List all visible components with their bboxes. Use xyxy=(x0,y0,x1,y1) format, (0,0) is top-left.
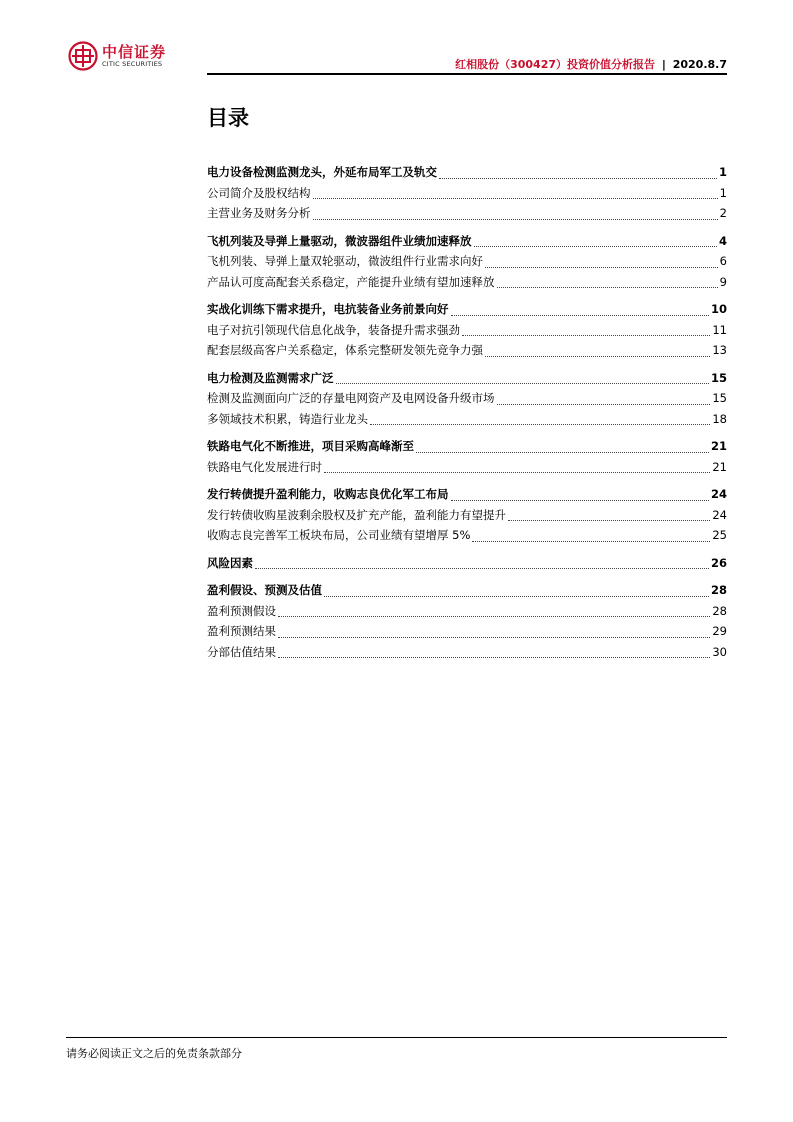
toc-subsection-entry[interactable] xyxy=(207,623,727,644)
toc-entry-title: 主营业务及财务分析 xyxy=(207,206,311,220)
toc-dot-leader xyxy=(336,383,709,384)
toc-section-entry[interactable] xyxy=(207,582,727,603)
toc-dot-leader xyxy=(278,657,710,658)
citic-logo xyxy=(68,40,166,72)
toc-dot-leader xyxy=(472,541,710,542)
toc-dot-leader xyxy=(485,356,710,357)
toc-dot-leader xyxy=(324,596,709,597)
footer-disclaimer: 请务必阅读正文之后的免责条款部分 xyxy=(66,1047,242,1060)
toc-entry-title: 产品认可度高配套关系稳定，产能提升业绩有望加速释放 xyxy=(207,274,495,289)
toc-page-number: 10 xyxy=(710,302,727,316)
toc-page-number: 29 xyxy=(712,624,727,638)
toc-page-number: 21 xyxy=(712,459,727,474)
toc-page-number: 18 xyxy=(712,411,727,426)
toc-page-number: 24 xyxy=(712,507,727,522)
logo-chinese-name: 中信证券 xyxy=(102,42,167,61)
toc-section-entry[interactable] xyxy=(207,233,727,254)
toc-subsection-entry[interactable] xyxy=(207,459,727,480)
toc-entry-title: 铁路电气化不断推进，项目采购高峰渐至 xyxy=(207,439,414,453)
toc-dot-leader xyxy=(313,198,718,199)
toc-page-number: 28 xyxy=(712,603,727,618)
toc-dot-leader xyxy=(462,335,710,336)
toc-entry-title: 分部估值结果 xyxy=(207,644,276,659)
toc-page-number: 25 xyxy=(712,528,727,542)
toc-subsection-entry[interactable] xyxy=(207,390,727,411)
toc-subsection-entry[interactable] xyxy=(207,205,727,226)
toc-entry-title: 盈利假设、预测及估值 xyxy=(207,583,322,597)
toc-dot-leader xyxy=(497,287,718,288)
toc-section-entry[interactable] xyxy=(207,555,727,576)
toc-entry-title: 发行转债收购星波剩余股权及扩充产能，盈利能力有望提升 xyxy=(207,507,506,522)
header-divider xyxy=(207,73,727,75)
toc-page-number: 24 xyxy=(710,487,727,501)
toc-entry-title: 实战化训练下需求提升，电抗装备业务前景向好 xyxy=(207,302,449,316)
logo-english-name: CITIC SECURITIES xyxy=(102,59,163,68)
toc-entry-title: 配套层级高客户关系稳定，体系完整研发领先竞争力强 xyxy=(207,343,483,357)
page-title: 目录 xyxy=(207,106,249,130)
toc-dot-leader xyxy=(439,178,717,179)
toc-page-number: 4 xyxy=(718,233,727,248)
toc-page-number: 21 xyxy=(710,439,727,453)
toc-entry-title: 公司简介及股权结构 xyxy=(207,185,311,200)
toc-section-entry[interactable] xyxy=(207,164,727,185)
toc-page-number: 28 xyxy=(710,583,727,597)
toc-entry-title: 电子对抗引领现代信息化战争，装备提升需求强劲 xyxy=(207,322,460,337)
toc-entry-title: 检测及监测面向广泛的存量电网资产及电网设备升级市场 xyxy=(207,391,495,405)
toc-subsection-entry[interactable] xyxy=(207,274,727,295)
toc-entry-title: 铁路电气化发展进行时 xyxy=(207,459,322,474)
report-header xyxy=(455,56,727,72)
toc-subsection-entry[interactable] xyxy=(207,253,727,274)
header-separator: | xyxy=(661,58,666,71)
toc-subsection-entry[interactable] xyxy=(207,322,727,343)
report-date: 2020.8.7 xyxy=(672,58,727,71)
toc-dot-leader xyxy=(313,219,718,220)
toc-subsection-entry[interactable] xyxy=(207,507,727,528)
table-of-contents xyxy=(207,164,727,664)
toc-section-entry[interactable] xyxy=(207,370,727,391)
toc-entry-title: 电力设备检测监测龙头，外延布局军工及轨交 xyxy=(207,165,437,179)
toc-dot-leader xyxy=(278,637,710,638)
toc-page-number: 6 xyxy=(719,254,727,268)
toc-dot-leader xyxy=(508,520,710,521)
toc-entry-title: 飞机列装、导弹上量双轮驱动，微波组件行业需求向好 xyxy=(207,254,483,268)
toc-subsection-entry[interactable] xyxy=(207,527,727,548)
toc-dot-leader xyxy=(278,616,710,617)
toc-subsection-entry[interactable] xyxy=(207,603,727,624)
toc-dot-leader xyxy=(451,315,709,316)
toc-entry-title: 盈利预测假设 xyxy=(207,603,276,618)
toc-dot-leader xyxy=(255,568,709,569)
footer-divider xyxy=(66,1037,727,1038)
toc-subsection-entry[interactable] xyxy=(207,185,727,206)
toc-entry-title: 电力检测及监测需求广泛 xyxy=(207,370,334,385)
toc-dot-leader xyxy=(416,452,709,453)
toc-page-number: 15 xyxy=(710,370,727,385)
toc-page-number: 11 xyxy=(712,322,727,337)
citic-logo-icon xyxy=(68,41,98,71)
toc-entry-title: 发行转债提升盈利能力，收购志良优化军工布局 xyxy=(207,487,449,501)
toc-subsection-entry[interactable] xyxy=(207,342,727,363)
toc-entry-title: 收购志良完善军工板块布局，公司业绩有望增厚 5% xyxy=(207,528,471,542)
toc-dot-leader xyxy=(370,424,710,425)
toc-subsection-entry[interactable] xyxy=(207,411,727,432)
toc-page-number: 15 xyxy=(712,391,727,405)
toc-page-number: 9 xyxy=(719,274,727,289)
toc-section-entry[interactable] xyxy=(207,486,727,507)
toc-section-entry[interactable] xyxy=(207,438,727,459)
toc-dot-leader xyxy=(474,246,717,247)
toc-entry-title: 飞机列装及导弹上量驱动，微波器组件业绩加速释放 xyxy=(207,233,472,248)
toc-page-number: 30 xyxy=(712,644,727,659)
toc-page-number: 1 xyxy=(719,185,727,200)
toc-page-number: 26 xyxy=(710,555,727,570)
toc-dot-leader xyxy=(497,404,711,405)
toc-dot-leader xyxy=(451,500,709,501)
toc-dot-leader xyxy=(324,472,710,473)
toc-entry-title: 盈利预测结果 xyxy=(207,624,276,638)
toc-entry-title: 风险因素 xyxy=(207,555,253,570)
toc-page-number: 2 xyxy=(719,206,727,220)
toc-page-number: 1 xyxy=(718,165,727,179)
toc-section-entry[interactable] xyxy=(207,301,727,322)
toc-page-number: 13 xyxy=(712,343,727,357)
report-title: 红相股份（300427）投资价值分析报告 xyxy=(455,58,655,71)
toc-entry-title: 多领域技术积累，铸造行业龙头 xyxy=(207,411,368,426)
toc-subsection-entry[interactable] xyxy=(207,644,727,665)
toc-dot-leader xyxy=(485,267,718,268)
